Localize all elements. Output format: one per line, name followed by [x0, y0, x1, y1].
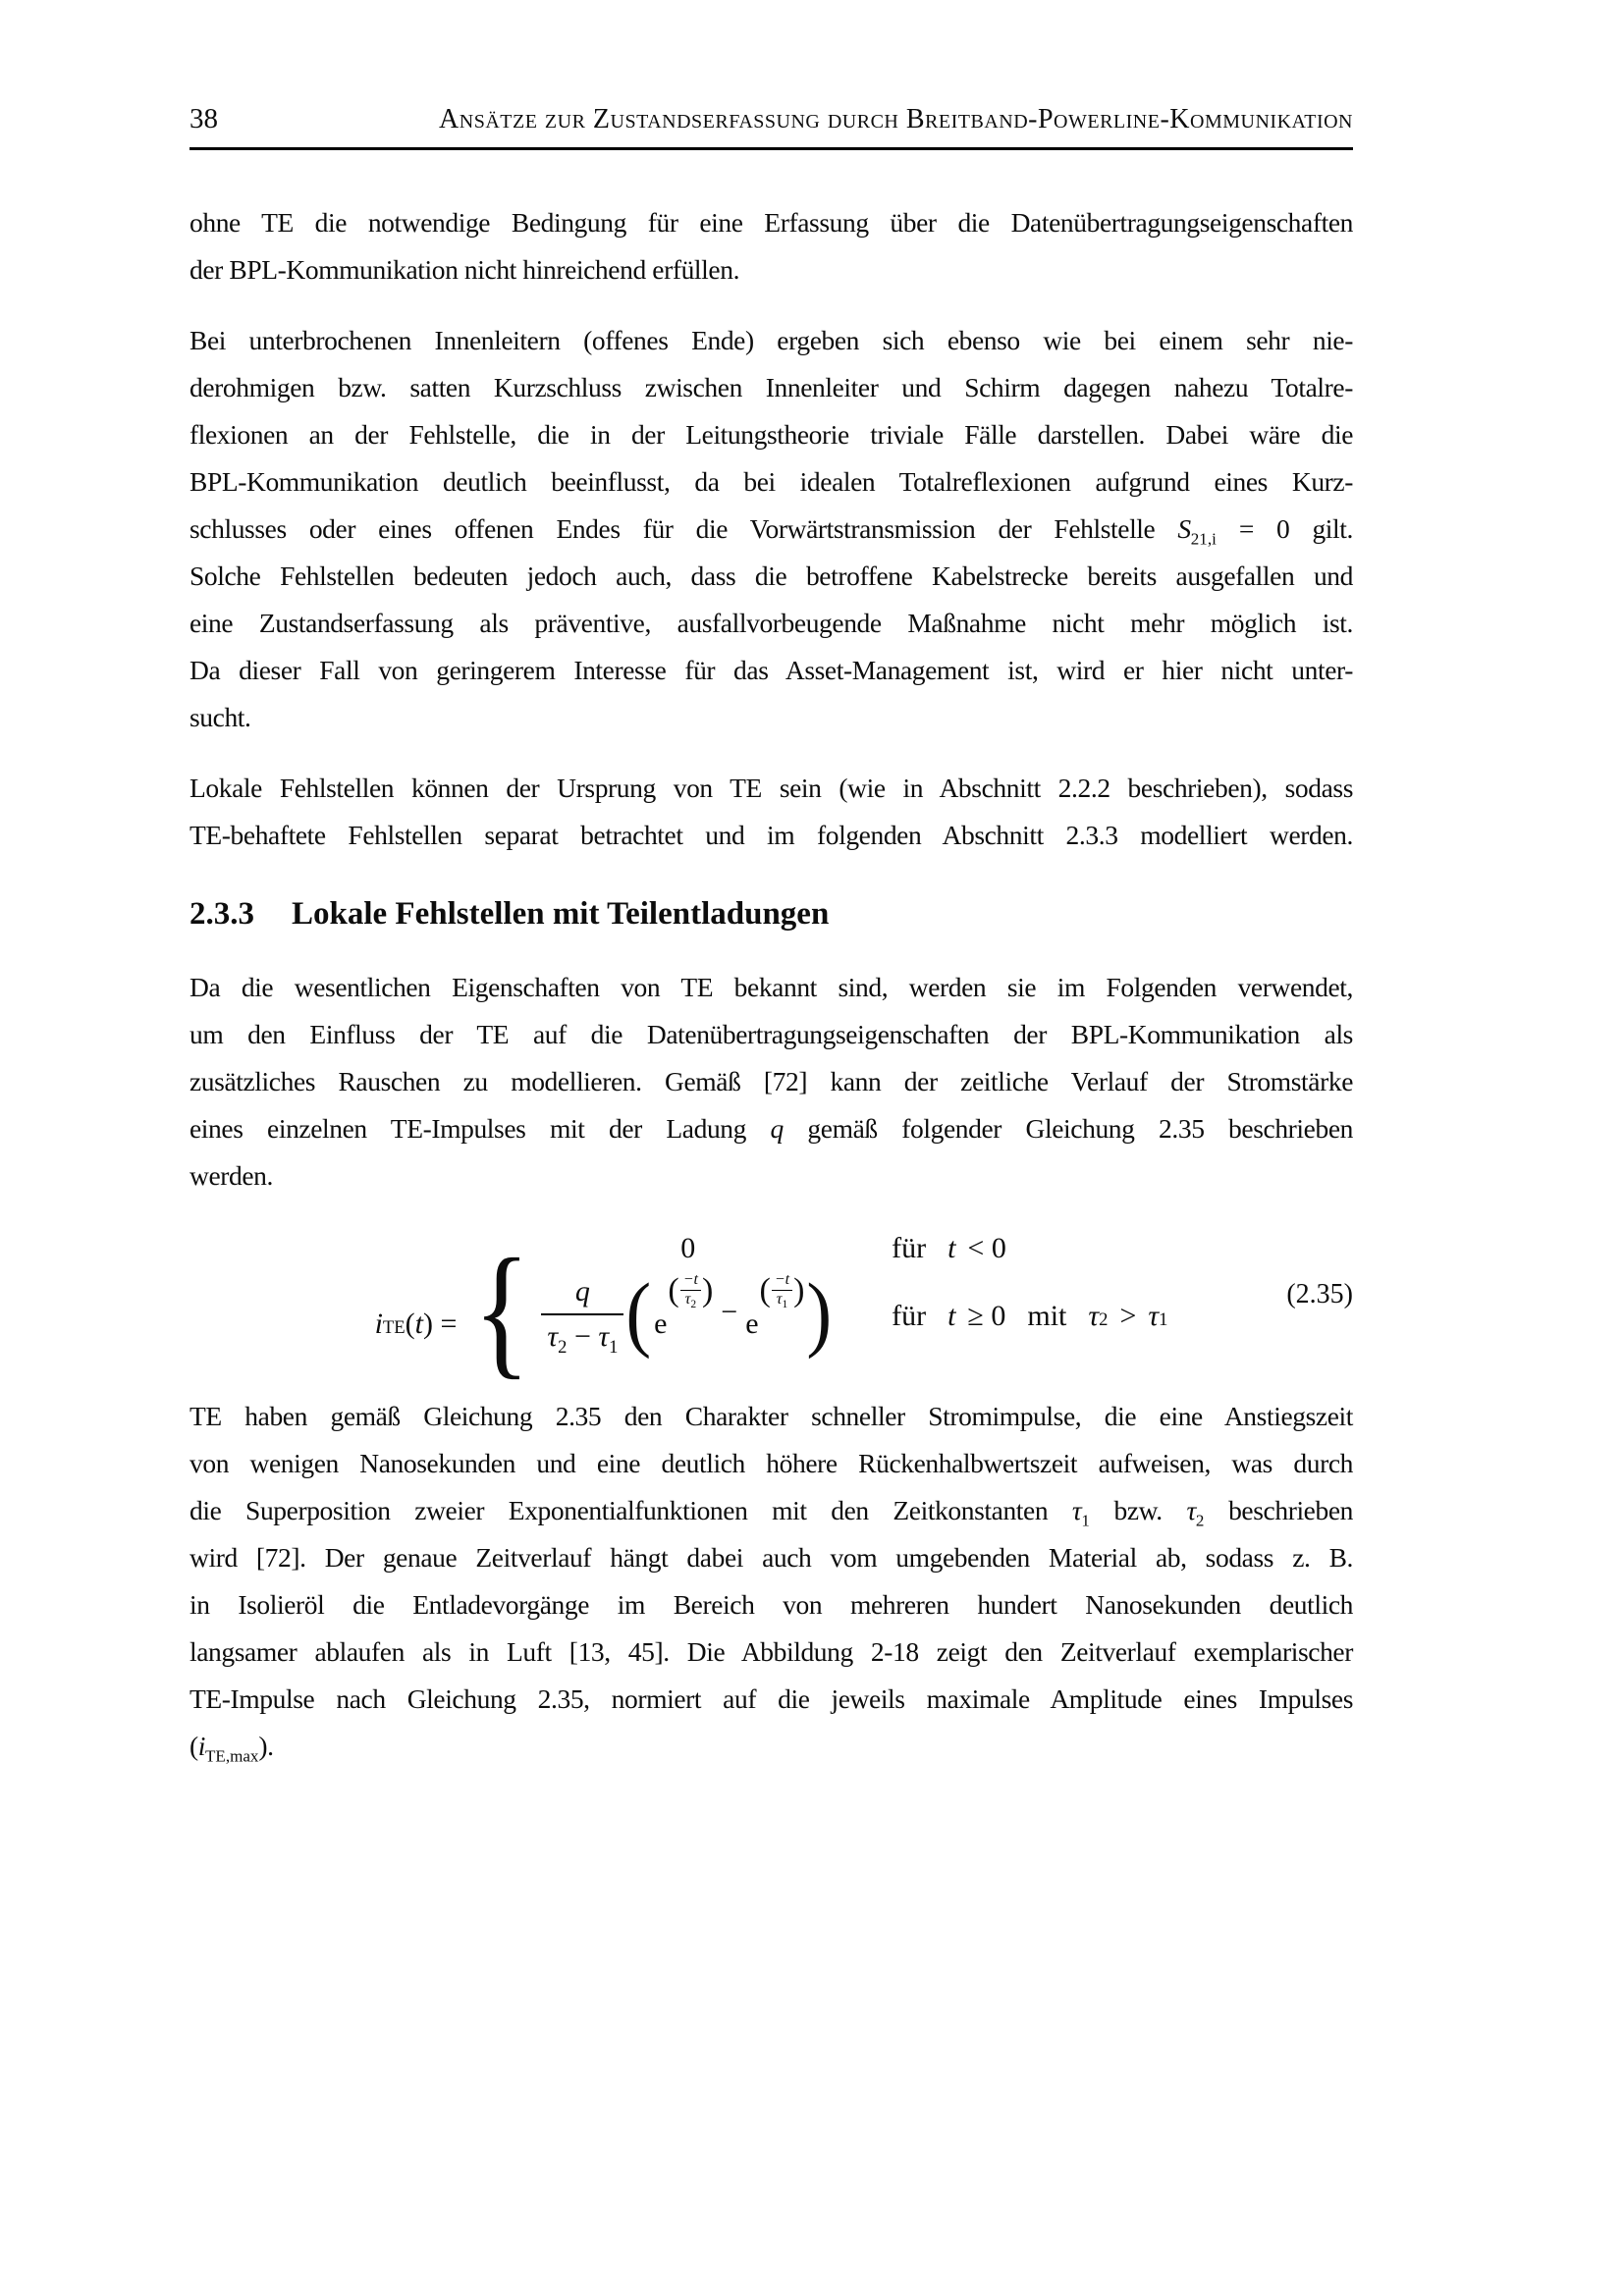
- word-mit: mit: [1027, 1300, 1067, 1333]
- paragraph-2: [189, 317, 1353, 741]
- small-fraction: [680, 1272, 701, 1310]
- math-subscript: 2: [1099, 1309, 1109, 1331]
- text-line: TE-Impulse nach Gleichung 2.35, normiert auf die jeweils maximale Amplitude eines Impulses: [189, 1682, 1353, 1714]
- math-subscript-TE: TE: [382, 1317, 406, 1339]
- equation-2-35: [189, 1225, 1353, 1392]
- text-segment: beschrieben: [1204, 1494, 1353, 1525]
- math-subscript: 2: [558, 1336, 568, 1358]
- text-line: wird [72]. Der genaue Zeitverlauf hängt dabei auch vom umgebenden Material ab, sodass z. B.: [189, 1541, 1353, 1573]
- equation-group: [374, 1225, 1168, 1392]
- math-variable-i: i: [374, 1308, 383, 1341]
- text-line: werden.: [189, 1160, 274, 1191]
- text-line-with-math: [189, 1105, 1353, 1152]
- paragraph-5: [189, 1393, 1353, 1770]
- page-header: [189, 103, 1353, 150]
- section-title: Lokale Fehlstellen mit Teilentladungen: [292, 896, 830, 932]
- text-line-with-math: [189, 506, 1353, 553]
- small-fraction: [772, 1272, 792, 1310]
- math-subscript: 2: [1195, 1511, 1205, 1529]
- equation-number: (2.35): [1286, 1279, 1353, 1310]
- text-line: ohne TE die notwendige Bedingung für eine Erfassung über die Datenübertragungseigenschaften: [189, 207, 1353, 238]
- case-1-value: 0: [680, 1231, 696, 1264]
- text-line: von wenigen Nanosekunden und eine deutlich höhere Rückenhalbwertszeit aufweisen, was durch: [189, 1447, 1353, 1478]
- fraction: [541, 1275, 623, 1359]
- math-variable-tau: τ: [1148, 1300, 1160, 1333]
- exponent: ( $\frac{-t}{\tau_2}$ ): [668, 1270, 714, 1310]
- small-fraction-denominator: [685, 1291, 697, 1310]
- text-segment: schlusses oder eines offenen Endes für die Vorwärtstransmission der Fehlstelle: [189, 513, 1178, 544]
- text-line-with-math: [189, 1723, 1353, 1770]
- paragraph-4: [189, 964, 1353, 1200]
- fraction-denominator: [541, 1313, 623, 1359]
- math-variable-tau: τ: [1186, 1494, 1196, 1525]
- text-line: Solche Fehlstellen bedeuten jedoch auch, dass die betroffene Kabelstrecke bereits ausgefallen und: [189, 561, 1353, 591]
- text-line: zusätzliches Rauschen zu modellieren. Gemäß [72] kann der zeitliche Verlauf der Stromstärke: [189, 1066, 1353, 1096]
- text-line: um den Einfluss der TE auf die Datenübertragungseigenschaften der BPL-Kommunikation als: [189, 1019, 1353, 1049]
- paragraph-1: [189, 199, 1353, 294]
- text-segment: gemäß folgender Gleichung 2.35 beschrieben: [783, 1113, 1353, 1144]
- math-variable-t: t: [414, 1308, 423, 1341]
- math-variable-t: t: [947, 1231, 956, 1264]
- greater-than: >: [1119, 1300, 1137, 1333]
- euler-e: e: [654, 1308, 668, 1341]
- case-1-condition: [892, 1232, 1167, 1265]
- case-2-expression: $\frac{q}{\tau_2 - \tau_1}$ ( e ( $\frac{-t}{\tau_2}$ ) − e ( $\frac{-t}{\tau_1}$ ) ): [541, 1275, 835, 1359]
- math-variable-S: S: [1177, 513, 1191, 544]
- fraction-numerator: q: [574, 1274, 590, 1308]
- text-line: langsamer ablaufen als in Luft [13, 45]. Die Abbildung 2-18 zeigt den Zeitverlauf exemplarischer: [189, 1635, 1353, 1667]
- word-fuer: für: [892, 1231, 927, 1264]
- math-subscript: 1: [1081, 1511, 1090, 1529]
- page-number: 38: [189, 103, 218, 134]
- text-segment: die Superposition zweier Exponentialfunktionen mit den Zeitkonstanten: [189, 1494, 1072, 1525]
- relation: < 0: [967, 1231, 1006, 1264]
- small-fraction-numerator: −t: [680, 1272, 701, 1291]
- minus-sign: −: [567, 1319, 599, 1353]
- equals: ) =: [422, 1308, 458, 1341]
- equation-lhs: [375, 1308, 458, 1341]
- text-line: derohmigen bzw. satten Kurzschluss zwischen Innenleiter und Schirm dagegen nahezu Totalre-: [189, 372, 1353, 402]
- text-line: Da dieser Fall von geringerem Interesse für das Asset-Management ist, wird er hier nicht unter-: [189, 655, 1353, 685]
- math-variable-tau: τ: [1071, 1494, 1082, 1525]
- math-variable-tau: τ: [776, 1290, 783, 1308]
- text-line: TE-behaftete Fehlstellen separat betrachtet und im folgenden Abschnitt 2.3.3 modelliert werden.: [189, 820, 1353, 850]
- euler-e: e: [745, 1308, 759, 1341]
- text-line: TE haben gemäß Gleichung 2.35 den Charakter schneller Stromimpulse, die eine Anstiegszeit: [189, 1400, 1353, 1431]
- section-heading-2-3-3: [189, 896, 1353, 933]
- text-line: eine Zustandserfassung als präventive, ausfallvorbeugende Maßnahme nicht mehr möglich ist.: [189, 608, 1353, 638]
- case-2-condition: [892, 1300, 1167, 1333]
- paren: (: [405, 1308, 415, 1341]
- math-variable-tau: τ: [684, 1290, 691, 1308]
- section-number: 2.3.3: [189, 896, 254, 932]
- math-variable-i: i: [197, 1730, 206, 1761]
- text-segment: bzw.: [1089, 1494, 1187, 1525]
- text-line: Lokale Fehlstellen können der Ursprung von TE sein (wie in Abschnitt 2.2.2 beschrieben), sodass: [189, 773, 1353, 803]
- relation: ≥ 0: [967, 1300, 1006, 1333]
- page-body: [189, 150, 1353, 1770]
- math-subscript: 1: [1159, 1309, 1168, 1331]
- text-segment: = 0 gilt.: [1216, 513, 1353, 544]
- math-variable-t: t: [947, 1300, 956, 1333]
- small-fraction-numerator: −t: [772, 1272, 792, 1291]
- text-line: BPL-Kommunikation deutlich beeinflusst, da bei idealen Totalreflexionen aufgrund eines Kurz-: [189, 466, 1353, 497]
- text-segment: eines einzelnen TE-Impulses mit der Ladung: [189, 1113, 771, 1144]
- text-line: sucht.: [189, 702, 251, 732]
- equation-cases: [541, 1232, 1167, 1359]
- running-title: Ansätze zur Zustandserfassung durch Breitband-Powerline-Kommunikation: [439, 104, 1353, 134]
- text-line: Da die wesentlichen Eigenschaften von TE bekannt sind, werden sie im Folgenden verwendet,: [189, 972, 1353, 1002]
- curly-brace: {: [473, 1229, 531, 1392]
- math-subscript: 1: [782, 1298, 788, 1310]
- text-line: flexionen an der Fehlstelle, die in der Leitungstheorie triviale Fälle darstellen. Dabei wäre die: [189, 419, 1353, 450]
- math-variable-tau: τ: [1088, 1300, 1100, 1333]
- word-fuer: für: [892, 1300, 927, 1333]
- math-variable-tau: τ: [547, 1319, 559, 1353]
- text-line: in Isolieröl die Entladevorgänge im Bereich von mehreren hundert Nanosekunden deutlich: [189, 1588, 1353, 1620]
- text-line-with-math: [189, 1487, 1353, 1534]
- math-subscript: 21,i: [1190, 529, 1217, 549]
- paragraph-3: [189, 765, 1353, 859]
- math-subscript: 1: [609, 1336, 619, 1358]
- minus-sign: −: [721, 1296, 738, 1329]
- exponent: ( $\frac{-t}{\tau_1}$ ): [759, 1270, 805, 1310]
- text-segment: ).: [258, 1730, 274, 1761]
- math-variable-q: q: [770, 1113, 784, 1144]
- exponential-terms: [654, 1270, 805, 1341]
- text-line: der BPL-Kommunikation nicht hinreichend erfüllen.: [189, 254, 740, 285]
- paren: (: [189, 1730, 198, 1761]
- math-subscript: 2: [690, 1298, 697, 1310]
- math-subscript: TE,max: [205, 1746, 259, 1765]
- math-variable-tau: τ: [598, 1319, 610, 1353]
- small-fraction-denominator: [777, 1291, 788, 1310]
- text-line: Bei unterbrochenen Innenleitern (offenes Ende) ergeben sich ebenso wie bei einem sehr nie-: [189, 325, 1353, 355]
